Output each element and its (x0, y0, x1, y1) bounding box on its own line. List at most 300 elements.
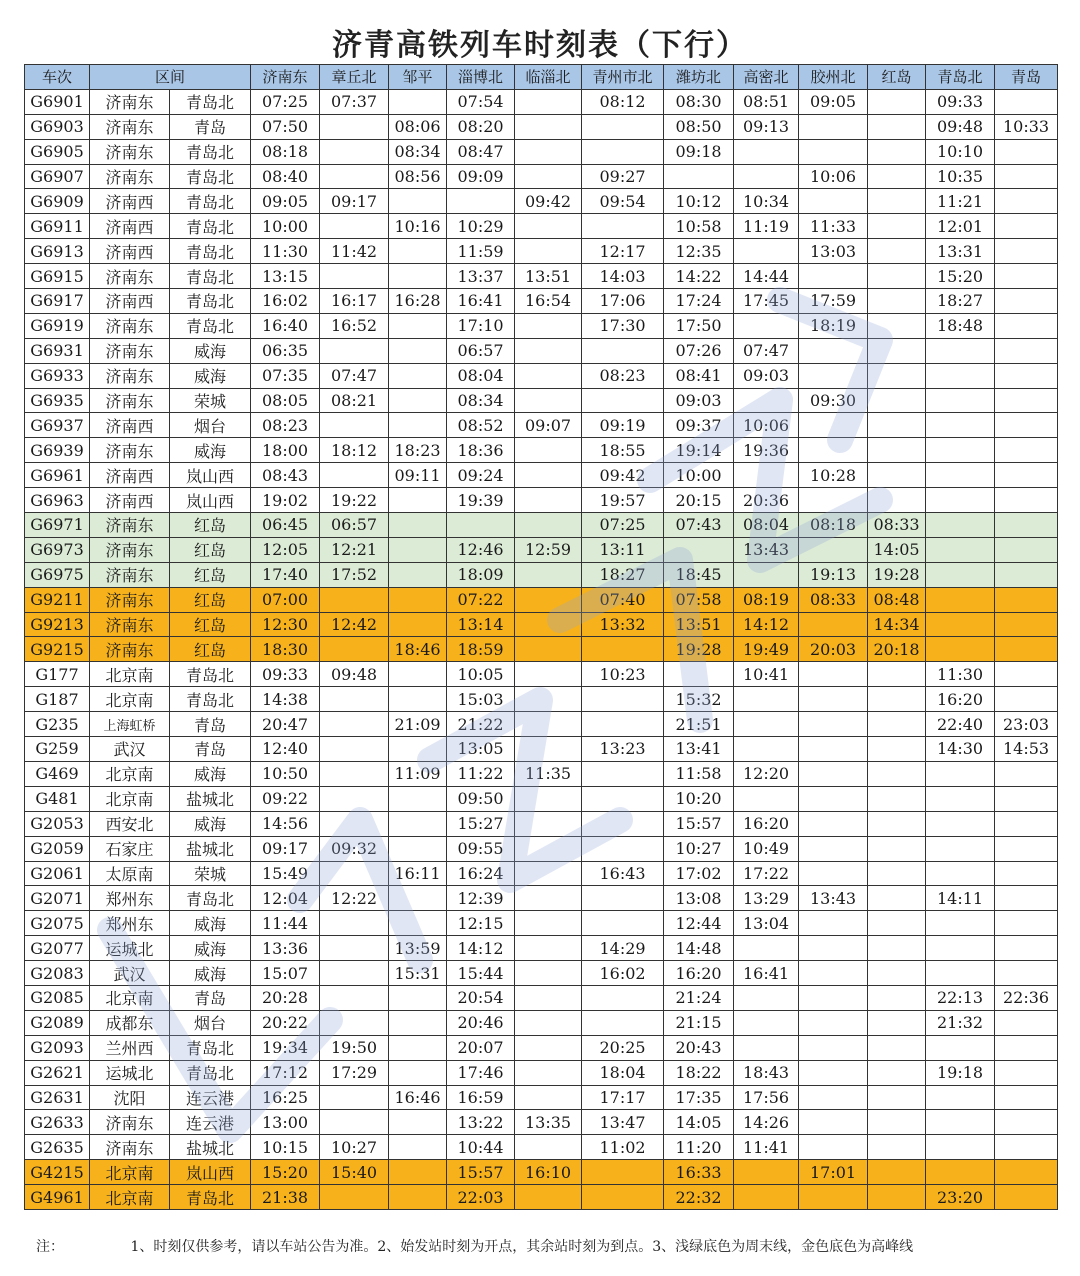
table-row (25, 587, 1058, 612)
time-cell: 15:40 (320, 1160, 389, 1185)
train-number-cell: G2071 (25, 886, 90, 911)
time-cell: 14:05 (664, 1110, 734, 1135)
time-cell: 19:22 (320, 488, 389, 513)
table-row (25, 786, 1058, 811)
time-cell (995, 239, 1058, 264)
time-cell: 19:28 (664, 637, 734, 662)
time-cell: 09:17 (320, 189, 389, 214)
time-cell (995, 587, 1058, 612)
time-cell (926, 936, 995, 961)
time-cell (320, 587, 389, 612)
route-from-cell: 济南东 (90, 1110, 170, 1135)
time-cell (389, 587, 447, 612)
time-cell: 12:17 (582, 239, 664, 264)
table-row (25, 388, 1058, 413)
time-cell (389, 1135, 447, 1160)
time-cell (799, 1010, 868, 1035)
route-to-cell: 威海 (170, 911, 251, 936)
time-cell: 08:04 (447, 363, 515, 388)
time-cell (389, 1110, 447, 1135)
time-cell: 06:57 (447, 338, 515, 363)
time-cell: 12:15 (447, 911, 515, 936)
time-cell: 13:00 (251, 1110, 320, 1135)
time-cell: 09:07 (515, 413, 582, 438)
time-cell: 10:16 (389, 214, 447, 239)
time-cell (515, 114, 582, 139)
time-cell: 19:34 (251, 1035, 320, 1060)
time-cell: 20:43 (664, 1035, 734, 1060)
route-from-cell: 北京南 (90, 786, 170, 811)
time-cell: 12:44 (664, 911, 734, 936)
time-cell: 14:48 (664, 936, 734, 961)
time-cell: 06:45 (251, 513, 320, 538)
time-cell (995, 1185, 1058, 1210)
train-number-cell: G2621 (25, 1060, 90, 1085)
route-to-cell: 青岛北 (170, 189, 251, 214)
time-cell: 09:03 (664, 388, 734, 413)
time-cell: 19:13 (799, 562, 868, 587)
time-cell: 10:44 (447, 1135, 515, 1160)
time-cell: 18:22 (664, 1060, 734, 1085)
time-cell (926, 488, 995, 513)
table-row (25, 662, 1058, 687)
time-cell: 07:50 (251, 114, 320, 139)
time-cell (389, 1160, 447, 1185)
route-from-cell: 济南西 (90, 214, 170, 239)
time-cell: 20:36 (734, 488, 799, 513)
time-cell (995, 911, 1058, 936)
time-cell (734, 313, 799, 338)
train-number-cell: G6973 (25, 537, 90, 562)
time-cell (926, 836, 995, 861)
time-cell (868, 488, 926, 513)
time-cell: 11:02 (582, 1135, 664, 1160)
table-row (25, 438, 1058, 463)
table-row (25, 612, 1058, 637)
time-cell (515, 513, 582, 538)
time-cell: 08:51 (734, 89, 799, 114)
train-number-cell: G2093 (25, 1035, 90, 1060)
time-cell (664, 662, 734, 687)
time-cell (799, 139, 868, 164)
train-number-cell: G2089 (25, 1010, 90, 1035)
time-cell (995, 811, 1058, 836)
route-to-cell: 红岛 (170, 612, 251, 637)
time-cell: 11:58 (664, 761, 734, 786)
time-cell (389, 239, 447, 264)
table-row (25, 1060, 1058, 1085)
time-cell: 17:01 (799, 1160, 868, 1185)
time-cell (799, 861, 868, 886)
time-cell (582, 139, 664, 164)
time-cell: 17:56 (734, 1085, 799, 1110)
time-cell: 12:46 (447, 537, 515, 562)
time-cell (868, 1160, 926, 1185)
timetable-body (25, 89, 1058, 1209)
route-to-cell: 青岛北 (170, 264, 251, 289)
route-from-cell: 郑州东 (90, 886, 170, 911)
time-cell: 16:20 (734, 811, 799, 836)
route-to-cell: 威海 (170, 363, 251, 388)
train-number-cell: G6913 (25, 239, 90, 264)
table-row (25, 936, 1058, 961)
time-cell (734, 737, 799, 762)
route-from-cell: 郑州东 (90, 911, 170, 936)
route-from-cell: 运城北 (90, 936, 170, 961)
time-cell: 13:31 (926, 239, 995, 264)
time-cell (868, 911, 926, 936)
train-number-cell: G6911 (25, 214, 90, 239)
train-number-cell: G9213 (25, 612, 90, 637)
time-cell: 08:04 (734, 513, 799, 538)
time-cell: 18:12 (320, 438, 389, 463)
time-cell (734, 985, 799, 1010)
time-cell (926, 463, 995, 488)
time-cell (995, 562, 1058, 587)
time-cell (926, 562, 995, 587)
time-cell (995, 1085, 1058, 1110)
time-cell (582, 786, 664, 811)
time-cell: 09:18 (664, 139, 734, 164)
route-to-cell: 烟台 (170, 1010, 251, 1035)
header-station: 临淄北 (515, 65, 582, 90)
time-cell: 14:12 (734, 612, 799, 637)
time-cell: 11:19 (734, 214, 799, 239)
train-number-cell: G6915 (25, 264, 90, 289)
time-cell: 13:23 (582, 737, 664, 762)
route-to-cell: 红岛 (170, 637, 251, 662)
time-cell: 17:17 (582, 1085, 664, 1110)
time-cell: 16:10 (515, 1160, 582, 1185)
time-cell: 09:05 (799, 89, 868, 114)
table-row (25, 911, 1058, 936)
table-row (25, 313, 1058, 338)
time-cell (868, 1110, 926, 1135)
time-cell: 19:57 (582, 488, 664, 513)
train-number-cell: G9211 (25, 587, 90, 612)
time-cell (799, 737, 868, 762)
time-cell: 10:00 (251, 214, 320, 239)
time-cell (734, 1035, 799, 1060)
table-row (25, 1085, 1058, 1110)
time-cell: 14:05 (868, 537, 926, 562)
route-from-cell: 太原南 (90, 861, 170, 886)
time-cell: 21:38 (251, 1185, 320, 1210)
time-cell (320, 936, 389, 961)
time-cell (926, 786, 995, 811)
time-cell: 08:56 (389, 164, 447, 189)
train-number-cell: G6937 (25, 413, 90, 438)
time-cell: 10:06 (734, 413, 799, 438)
time-cell: 16:41 (734, 961, 799, 986)
train-number-cell: G2633 (25, 1110, 90, 1135)
time-cell: 07:43 (664, 513, 734, 538)
time-cell: 07:58 (664, 587, 734, 612)
header-route: 区间 (90, 65, 251, 90)
time-cell: 11:41 (734, 1135, 799, 1160)
table-row (25, 189, 1058, 214)
table-row (25, 488, 1058, 513)
time-cell (799, 786, 868, 811)
time-cell (320, 712, 389, 737)
route-from-cell: 济南东 (90, 338, 170, 363)
time-cell (582, 338, 664, 363)
time-cell (995, 637, 1058, 662)
time-cell (320, 911, 389, 936)
time-cell (926, 1135, 995, 1160)
time-cell: 12:21 (320, 537, 389, 562)
time-cell (799, 363, 868, 388)
route-to-cell: 红岛 (170, 562, 251, 587)
time-cell: 12:04 (251, 886, 320, 911)
train-number-cell: G6933 (25, 363, 90, 388)
time-cell (389, 313, 447, 338)
time-cell: 10:05 (447, 662, 515, 687)
time-cell: 08:23 (582, 363, 664, 388)
table-row (25, 836, 1058, 861)
time-cell (995, 761, 1058, 786)
route-to-cell: 青岛北 (170, 214, 251, 239)
time-cell (926, 513, 995, 538)
time-cell (582, 114, 664, 139)
table-row (25, 761, 1058, 786)
time-cell (926, 1110, 995, 1135)
time-cell: 10:50 (251, 761, 320, 786)
time-cell (799, 488, 868, 513)
time-cell: 08:18 (799, 513, 868, 538)
time-cell: 07:40 (582, 587, 664, 612)
time-cell (515, 811, 582, 836)
time-cell (799, 413, 868, 438)
time-cell: 10:06 (799, 164, 868, 189)
time-cell (995, 886, 1058, 911)
table-row (25, 1035, 1058, 1060)
time-cell (995, 1135, 1058, 1160)
time-cell (582, 836, 664, 861)
route-to-cell: 青岛北 (170, 886, 251, 911)
time-cell (868, 388, 926, 413)
time-cell (389, 1185, 447, 1210)
time-cell: 12:59 (515, 537, 582, 562)
route-to-cell: 红岛 (170, 587, 251, 612)
table-row (25, 861, 1058, 886)
time-cell (582, 886, 664, 911)
time-cell: 11:35 (515, 761, 582, 786)
time-cell (389, 264, 447, 289)
time-cell: 12:40 (251, 737, 320, 762)
time-cell: 13:43 (799, 886, 868, 911)
time-cell (515, 886, 582, 911)
time-cell (515, 239, 582, 264)
time-cell: 20:47 (251, 712, 320, 737)
time-cell (515, 1135, 582, 1160)
time-cell: 09:13 (734, 114, 799, 139)
time-cell (389, 413, 447, 438)
train-number-cell: G2631 (25, 1085, 90, 1110)
header-station: 胶州北 (799, 65, 868, 90)
time-cell: 10:00 (664, 463, 734, 488)
train-number-cell: G6905 (25, 139, 90, 164)
time-cell: 17:12 (251, 1060, 320, 1085)
time-cell: 09:37 (664, 413, 734, 438)
time-cell: 14:44 (734, 264, 799, 289)
time-cell (995, 687, 1058, 712)
time-cell (995, 139, 1058, 164)
time-cell (868, 886, 926, 911)
time-cell (926, 1035, 995, 1060)
time-cell (515, 388, 582, 413)
time-cell (799, 1085, 868, 1110)
time-cell (515, 1185, 582, 1210)
route-to-cell: 青岛北 (170, 662, 251, 687)
route-from-cell: 北京南 (90, 1185, 170, 1210)
route-to-cell: 荣城 (170, 861, 251, 886)
time-cell: 22:32 (664, 1185, 734, 1210)
time-cell (926, 1160, 995, 1185)
route-to-cell: 威海 (170, 811, 251, 836)
time-cell (582, 712, 664, 737)
time-cell (389, 388, 447, 413)
time-cell: 11:30 (251, 239, 320, 264)
time-cell: 09:27 (582, 164, 664, 189)
time-cell: 10:29 (447, 214, 515, 239)
time-cell (734, 139, 799, 164)
time-cell: 10:28 (799, 463, 868, 488)
time-cell: 19:50 (320, 1035, 389, 1060)
time-cell: 17:59 (799, 289, 868, 314)
time-cell (799, 438, 868, 463)
time-cell (389, 338, 447, 363)
route-from-cell: 济南西 (90, 239, 170, 264)
table-row (25, 737, 1058, 762)
time-cell (868, 289, 926, 314)
header-train: 车次 (25, 65, 90, 90)
table-row (25, 1185, 1058, 1210)
route-to-cell: 连云港 (170, 1110, 251, 1135)
time-cell (926, 438, 995, 463)
time-cell (926, 363, 995, 388)
time-cell: 11:33 (799, 214, 868, 239)
header-station: 潍坊北 (664, 65, 734, 90)
time-cell: 16:02 (582, 961, 664, 986)
table-row (25, 886, 1058, 911)
route-to-cell: 青岛北 (170, 89, 251, 114)
time-cell (515, 662, 582, 687)
time-cell (389, 886, 447, 911)
header-station: 济南东 (251, 65, 320, 90)
time-cell: 20:03 (799, 637, 868, 662)
time-cell: 17:24 (664, 289, 734, 314)
time-cell: 08:41 (664, 363, 734, 388)
time-cell (515, 612, 582, 637)
route-from-cell: 济南东 (90, 363, 170, 388)
table-row (25, 1010, 1058, 1035)
time-cell (868, 712, 926, 737)
time-cell: 08:50 (664, 114, 734, 139)
time-cell: 08:47 (447, 139, 515, 164)
route-to-cell: 红岛 (170, 513, 251, 538)
time-cell (320, 761, 389, 786)
time-cell (515, 712, 582, 737)
time-cell (515, 463, 582, 488)
time-cell (515, 313, 582, 338)
time-cell: 23:20 (926, 1185, 995, 1210)
time-cell (515, 836, 582, 861)
time-cell: 21:51 (664, 712, 734, 737)
time-cell (734, 562, 799, 587)
time-cell: 11:30 (926, 662, 995, 687)
time-cell: 21:15 (664, 1010, 734, 1035)
time-cell: 15:49 (251, 861, 320, 886)
time-cell: 16:28 (389, 289, 447, 314)
time-cell (995, 313, 1058, 338)
time-cell: 09:17 (251, 836, 320, 861)
table-row (25, 413, 1058, 438)
time-cell (320, 1085, 389, 1110)
time-cell (582, 388, 664, 413)
table-row (25, 637, 1058, 662)
time-cell (995, 1110, 1058, 1135)
time-cell (799, 114, 868, 139)
table-row (25, 1160, 1058, 1185)
time-cell (799, 1185, 868, 1210)
time-cell: 15:57 (664, 811, 734, 836)
train-number-cell: G2061 (25, 861, 90, 886)
time-cell (389, 786, 447, 811)
time-cell (799, 936, 868, 961)
time-cell: 07:00 (251, 587, 320, 612)
time-cell: 20:22 (251, 1010, 320, 1035)
time-cell (868, 737, 926, 762)
time-cell: 10:35 (926, 164, 995, 189)
time-cell: 17:35 (664, 1085, 734, 1110)
time-cell: 09:54 (582, 189, 664, 214)
train-number-cell: G2083 (25, 961, 90, 986)
train-number-cell: G2075 (25, 911, 90, 936)
time-cell: 15:20 (251, 1160, 320, 1185)
header-row (25, 65, 1058, 90)
time-cell (664, 537, 734, 562)
time-cell (995, 214, 1058, 239)
time-cell (995, 164, 1058, 189)
time-cell: 16:59 (447, 1085, 515, 1110)
time-cell (868, 761, 926, 786)
time-cell (320, 861, 389, 886)
time-cell: 16:46 (389, 1085, 447, 1110)
time-cell (734, 463, 799, 488)
route-from-cell: 济南西 (90, 413, 170, 438)
train-number-cell: G2053 (25, 811, 90, 836)
header-station: 邹平 (389, 65, 447, 90)
time-cell (799, 961, 868, 986)
time-cell (926, 587, 995, 612)
time-cell: 21:22 (447, 712, 515, 737)
time-cell: 13:05 (447, 737, 515, 762)
time-cell: 15:27 (447, 811, 515, 836)
time-cell: 13:41 (664, 737, 734, 762)
time-cell (995, 438, 1058, 463)
time-cell: 09:32 (320, 836, 389, 861)
time-cell: 17:29 (320, 1060, 389, 1085)
time-cell (320, 961, 389, 986)
table-row (25, 712, 1058, 737)
time-cell: 14:11 (926, 886, 995, 911)
route-to-cell: 青岛北 (170, 1035, 251, 1060)
time-cell: 12:05 (251, 537, 320, 562)
time-cell: 14:38 (251, 687, 320, 712)
train-number-cell: G6919 (25, 313, 90, 338)
time-cell (582, 637, 664, 662)
